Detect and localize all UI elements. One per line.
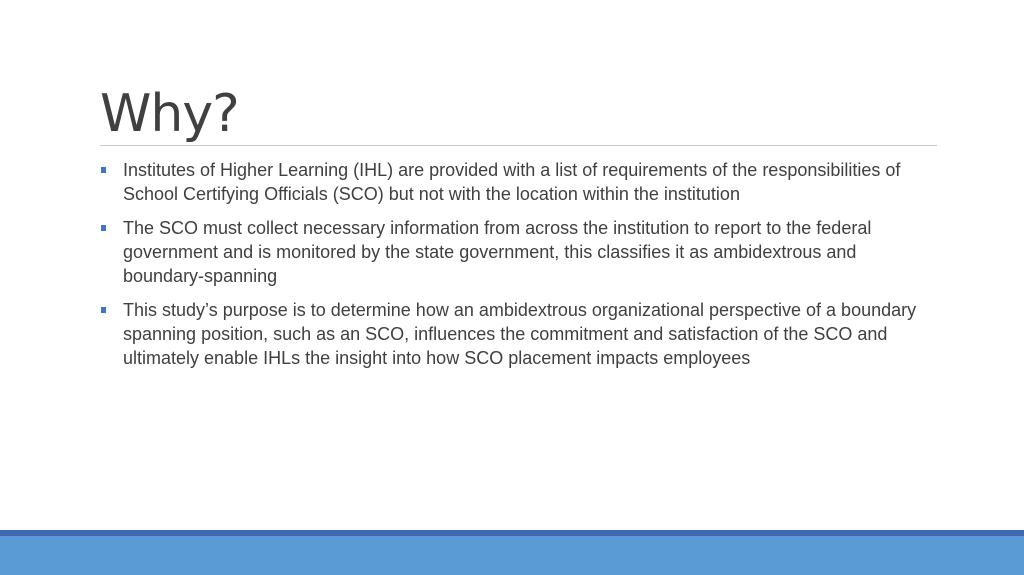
slide-title: Why?: [100, 84, 239, 144]
bullet-list: [100, 158, 940, 380]
footer-band: [0, 530, 1024, 575]
bullet-item: [100, 298, 940, 370]
bullet-text: Institutes of Higher Learning (IHL) are provided with a list of requirements of the responsibilities of School Certifying Officials (SCO) but not with the location within the institution: [123, 160, 901, 204]
title-divider: [100, 145, 937, 146]
bullet-item: [100, 158, 940, 206]
bullet-item: [100, 216, 940, 288]
bullet-text: This study’s purpose is to determine how an ambidextrous organizational perspective of a boundary spanning position, such as an SCO, influences the commitment and satisfaction of the SCO and ultimately enable IHLs the insight into how SCO placement impacts employees: [123, 300, 917, 368]
square-bullet-icon: [101, 307, 106, 313]
square-bullet-icon: [101, 167, 106, 173]
bullet-text: The SCO must collect necessary information from across the institution to report to the federal government and is monitored by the state government, this classifies it as ambidextrous and boundary-spanning: [123, 218, 872, 286]
footer-band-accent: [0, 530, 1024, 536]
square-bullet-icon: [101, 225, 106, 231]
